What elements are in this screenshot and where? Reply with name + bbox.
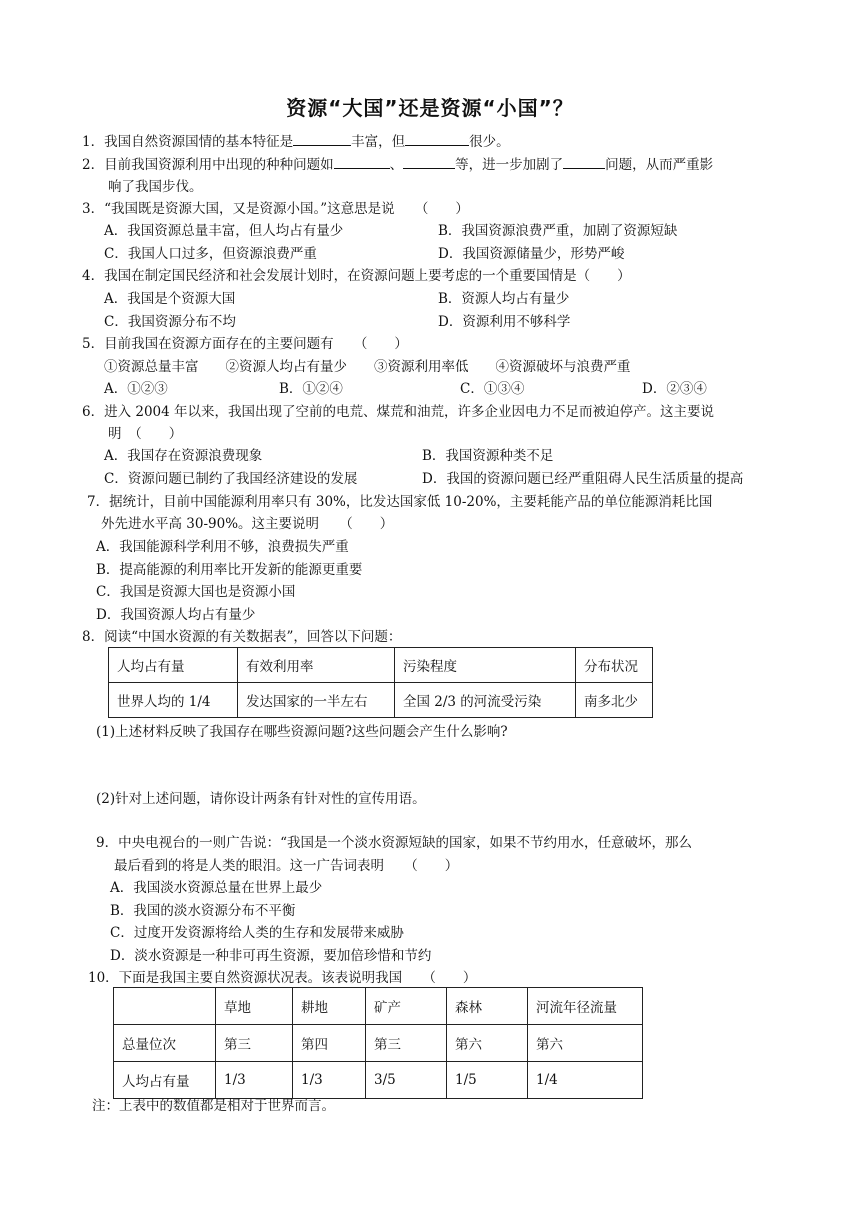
q7-option-c[interactable]: C．我国是资源大国也是资源小国 xyxy=(96,584,296,600)
table-cell: 第三 xyxy=(216,1025,293,1062)
q3-option-b[interactable]: B．我国资源浪费严重，加剧了资源短缺 xyxy=(438,223,678,239)
table-cell: 第四 xyxy=(293,1025,366,1062)
q1-blank-1[interactable] xyxy=(293,131,351,146)
q4-option-c[interactable]: C．我国资源分布不均 xyxy=(104,314,236,330)
q1-text-c: 很少。 xyxy=(469,134,510,150)
q2-continuation: 响了我国步伐。 xyxy=(108,179,203,195)
q6-continuation: 明 （ ） xyxy=(108,426,183,442)
q6-option-b[interactable]: B．我国资源种类不足 xyxy=(422,448,554,464)
table-cell: 森林 xyxy=(447,988,528,1025)
q2-blank-3[interactable] xyxy=(563,154,605,169)
q2-blank-1[interactable] xyxy=(334,154,390,169)
table-cell: 分布状况 xyxy=(576,648,653,683)
table-row xyxy=(109,648,653,683)
q9-option-d[interactable]: D．淡水资源是一种非可再生资源，要加倍珍惜和节约 xyxy=(110,948,432,964)
table-cell: 总量位次 xyxy=(114,1025,216,1062)
table-cell: 第六 xyxy=(528,1025,643,1062)
q1-text-b: 丰富，但 xyxy=(351,134,406,150)
q8-subquestion-1: (1)上述材料反映了我国存在哪些资源问题?这些问题会产生什么影响? xyxy=(96,724,508,740)
question-1 xyxy=(82,131,510,152)
table-cell: 全国 2/3 的河流受污染 xyxy=(395,683,576,718)
table-row xyxy=(114,988,643,1025)
q4-option-b[interactable]: B．资源人均占有量少 xyxy=(438,291,570,307)
natural-resource-table xyxy=(113,987,643,1099)
q5-statements: ①资源总量丰富 ②资源人均占有量少 ③资源利用率低 ④资源破坏与浪费严重 xyxy=(104,359,631,375)
q8-subquestion-2: (2)针对上述问题，请你设计两条有针对性的宣传用语。 xyxy=(96,791,426,807)
table-cell: 南多北少 xyxy=(576,683,653,718)
q5-option-c[interactable]: C．①③④ xyxy=(460,381,525,397)
q4-option-a[interactable]: A．我国是个资源大国 xyxy=(104,291,236,307)
q5-option-d[interactable]: D．②③④ xyxy=(642,381,707,397)
question-7-stem: 7．据统计，目前中国能源利用率只有 30%，比发达国家低 10-20%，主要耗能产品的单位能源消耗比国 xyxy=(87,494,713,510)
question-6-stem: 6．进入 2004 年以来，我国出现了空前的电荒、煤荒和油荒，许多企业因电力不足而被迫停产。这主要说 xyxy=(82,404,715,420)
q6-option-d[interactable]: D．我国的资源问题已经严重阻碍人民生活质量的提高 xyxy=(422,471,744,487)
q7-continuation: 外先进水平高 30-90%。这主要说明 （ ） xyxy=(101,516,394,532)
q9-option-c[interactable]: C．过度开发资源将给人类的生存和发展带来威胁 xyxy=(110,925,404,941)
q1-blank-2[interactable] xyxy=(405,131,469,146)
question-4-stem: 4．我国在制定国民经济和社会发展计划时，在资源问题上要考虑的一个重要国情是（ ） xyxy=(82,268,631,284)
q4-option-d[interactable]: D．资源利用不够科学 xyxy=(438,314,571,330)
table-cell: 3/5 xyxy=(366,1062,447,1099)
q3-option-d[interactable]: D．我国资源储量少，形势严峻 xyxy=(438,246,625,262)
table-cell: 第六 xyxy=(447,1025,528,1062)
q7-option-d[interactable]: D．我国资源人均占有量少 xyxy=(96,607,256,623)
table-cell: 第三 xyxy=(366,1025,447,1062)
table-cell: 污染程度 xyxy=(395,648,576,683)
q2-text-c: 等，进一步加剧了 xyxy=(455,157,564,173)
q2-blank-2[interactable] xyxy=(403,154,455,169)
q2-text-b: 、 xyxy=(389,157,404,173)
table-cell: 1/5 xyxy=(447,1062,528,1099)
q3-option-c[interactable]: C．我国人口过多，但资源浪费严重 xyxy=(104,246,317,262)
q9-option-b[interactable]: B．我国的淡水资源分布不平衡 xyxy=(110,903,296,919)
table-cell: 人均占有量 xyxy=(114,1062,216,1099)
question-3-stem: 3．“我国既是资源大国，又是资源小国。”这意思是说 （ ） xyxy=(82,201,469,217)
question-9-stem: 9．中央电视台的一则广告说：“我国是一个淡水资源短缺的国家，如果不节约用水，任意破坏，那么 xyxy=(96,835,692,851)
q10-note: 注：上表中的数值都是相对于世界而言。 xyxy=(92,1098,335,1114)
table-cell: 世界人均的 1/4 xyxy=(109,683,238,718)
question-10-stem: 10．下面是我国主要自然资源状况表。该表说明我国 （ ） xyxy=(88,970,477,986)
page-title: 资源“大国”还是资源“小国”？ xyxy=(286,96,574,120)
q3-option-a[interactable]: A．我国资源总量丰富，但人均占有量少 xyxy=(104,223,344,239)
q9-option-a[interactable]: A．我国淡水资源总量在世界上最少 xyxy=(110,880,323,896)
q6-option-a[interactable]: A．我国存在资源浪费现象 xyxy=(104,448,263,464)
table-cell: 有效利用率 xyxy=(238,648,395,683)
q5-option-a[interactable]: A．①②③ xyxy=(104,381,168,397)
table-cell: 1/3 xyxy=(216,1062,293,1099)
table-cell: 河流年径流量 xyxy=(528,988,643,1025)
q7-option-b[interactable]: B．提高能源的利用率比开发新的能源更重要 xyxy=(96,562,363,578)
table-cell xyxy=(114,988,216,1025)
table-cell: 1/3 xyxy=(293,1062,366,1099)
question-8-stem: 8．阅读“中国水资源的有关数据表”，回答以下问题： xyxy=(82,629,402,645)
table-cell: 发达国家的一半左右 xyxy=(238,683,395,718)
table-row xyxy=(114,1025,643,1062)
q7-option-a[interactable]: A．我国能源科学利用不够，浪费损失严重 xyxy=(96,539,349,555)
table-cell: 矿产 xyxy=(366,988,447,1025)
table-row xyxy=(114,1062,643,1099)
table-row xyxy=(109,683,653,718)
q2-text-a: 2．目前我国资源利用中出现的种种问题如 xyxy=(82,157,334,173)
q5-option-b[interactable]: B．①②④ xyxy=(279,381,343,397)
table-cell: 耕地 xyxy=(293,988,366,1025)
q1-text-a: 1．我国自然资源国情的基本特征是 xyxy=(82,134,294,150)
q2-text-d: 问题，从而严重影 xyxy=(605,157,714,173)
table-cell: 1/4 xyxy=(528,1062,643,1099)
q6-option-c[interactable]: C．资源问题已制约了我国经济建设的发展 xyxy=(104,471,358,487)
table-cell: 草地 xyxy=(216,988,293,1025)
q9-continuation: 最后看到的将是人类的眼泪。这一广告词表明 （ ） xyxy=(114,858,459,874)
question-5-stem: 5．目前我国在资源方面存在的主要问题有 （ ） xyxy=(82,336,408,352)
question-2 xyxy=(82,154,713,175)
table-cell: 人均占有量 xyxy=(109,648,238,683)
water-resource-table xyxy=(108,647,653,718)
